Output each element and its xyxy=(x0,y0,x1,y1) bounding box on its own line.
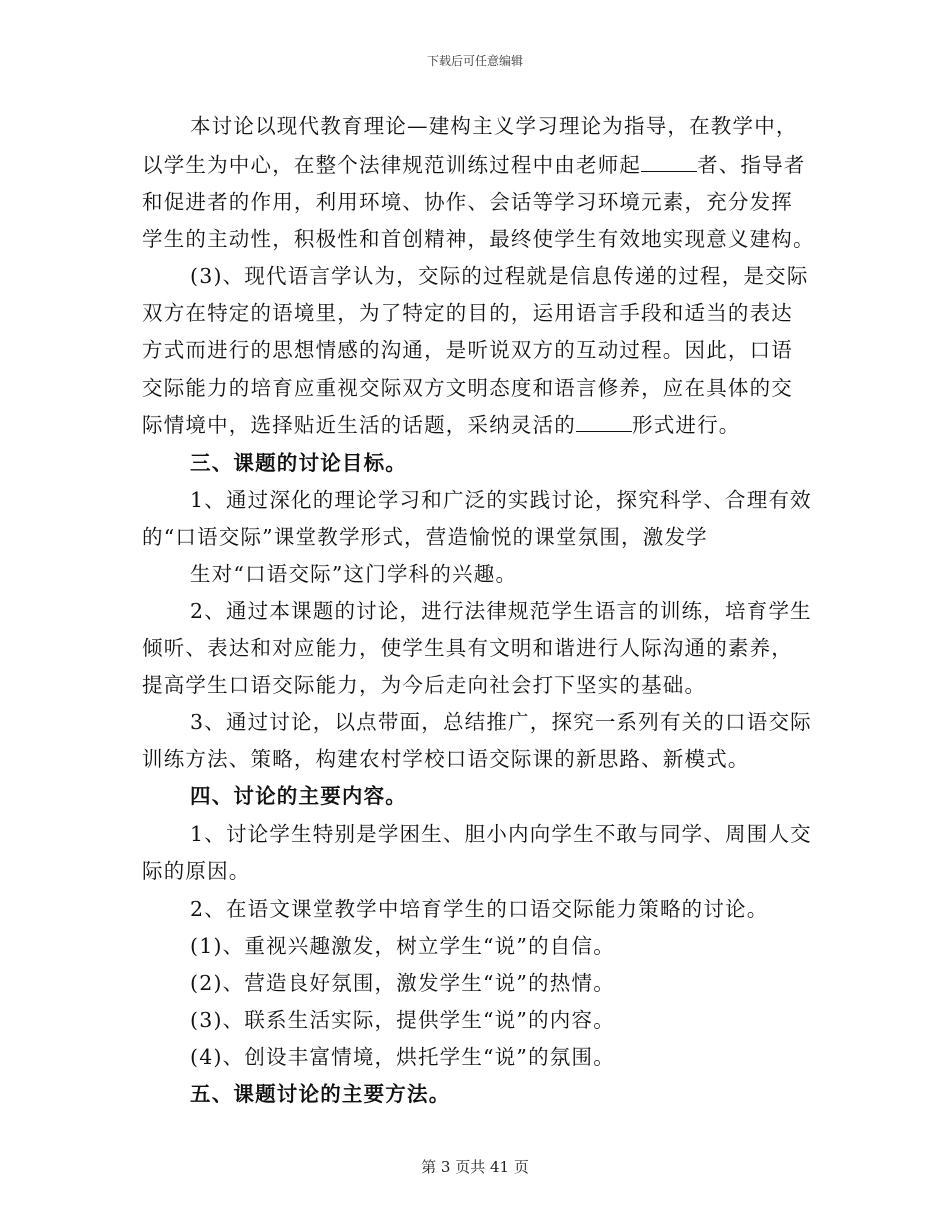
paragraph-line: 际的原因。 xyxy=(142,859,251,883)
paragraph-line: 1、通过深化的理论学习和广泛的实践讨论，探究科学、合理有效 xyxy=(190,488,812,512)
paragraph-line: 生对“口语交际”这门学科的兴趣。 xyxy=(190,562,518,586)
paragraph-line: 交际能力的培育应重视交际双方文明态度和语言修养，应在具体的交 xyxy=(142,376,793,400)
list-item: (3)、联系生活实际，提供学生“说”的内容。 xyxy=(190,1008,615,1032)
paragraph-line: 3、通过讨论，以点带面，总结推广，探究一系列有关的口语交际 xyxy=(190,710,812,734)
line-text-after-blank: 者、指导者 xyxy=(697,153,806,177)
section-heading: 三、课题的讨论目标。 xyxy=(190,451,407,475)
section-heading: 五、课题讨论的主要方法。 xyxy=(190,1082,451,1106)
paragraph-line: 2、在语文课堂教学中培育学生的口语交际能力策略的讨论。 xyxy=(190,897,769,921)
list-item: (1)、重视兴趣激发，树立学生“说”的自信。 xyxy=(190,934,615,958)
fill-in-blank xyxy=(641,151,697,172)
line-text-after-blank: 形式进行。 xyxy=(632,413,741,437)
paragraph-line: 的“口语交际”课堂教学形式，营造愉悦的课堂氛围，激发学 xyxy=(142,525,708,549)
line-text-before-blank: 际情境中，选择贴近生活的话题，采纳灵活的 xyxy=(142,413,576,437)
paragraph-line: 本讨论以现代教育理论—建构主义学习理论为指导，在教学中， xyxy=(190,114,798,138)
fill-in-blank xyxy=(576,411,632,432)
paragraph-line-with-blank xyxy=(142,151,806,179)
line-text-before-blank: 以学生为中心，在整个法律规范训练过程中由老师起 xyxy=(142,153,642,177)
paragraph-line: 方式而进行的思想情感的沟通，是听说双方的互动过程。因此，口语 xyxy=(142,338,793,362)
paragraph-line: 倾听、表达和对应能力，使学生具有文明和谐进行人际沟通的素养， xyxy=(142,636,793,660)
paragraph-line: 1、讨论学生特别是学困生、胆小内向学生不敢与同学、周围人交 xyxy=(190,822,812,846)
paragraph-line: 和促进者的作用，利用环境、协作、会话等学习环境元素，充分发挥 xyxy=(142,190,793,214)
paragraph-line: 2、通过本课题的讨论，进行法律规范学生语言的训练，培育学生 xyxy=(190,599,812,623)
list-item: (4)、创设丰富情境，烘托学生“说”的氛围。 xyxy=(190,1045,615,1069)
paragraph-line: 学生的主动性，积极性和首创精神，最终使学生有效地实现意义建构。 xyxy=(142,227,815,251)
paragraph-line: 训练方法、策略，构建农村学校口语交际课的新思路、新模式。 xyxy=(142,747,750,771)
page-header: 下载后可任意编辑 xyxy=(426,54,523,68)
paragraph-line: 双方在特定的语境里，为了特定的目的，运用语言手段和适当的表达 xyxy=(142,301,793,325)
list-item: (2)、营造良好氛围，激发学生“说”的热情。 xyxy=(190,971,615,995)
paragraph-line: (3)、现代语言学认为，交际的过程就是信息传递的过程，是交际 xyxy=(190,264,809,288)
paragraph-line: 提高学生口语交际能力，为今后走向社会打下坚实的基础。 xyxy=(142,673,707,697)
section-heading: 四、讨论的主要内容。 xyxy=(190,784,407,808)
page-number-footer: 第 3 页共 41 页 xyxy=(421,1158,529,1176)
paragraph-line-with-blank xyxy=(142,411,741,439)
